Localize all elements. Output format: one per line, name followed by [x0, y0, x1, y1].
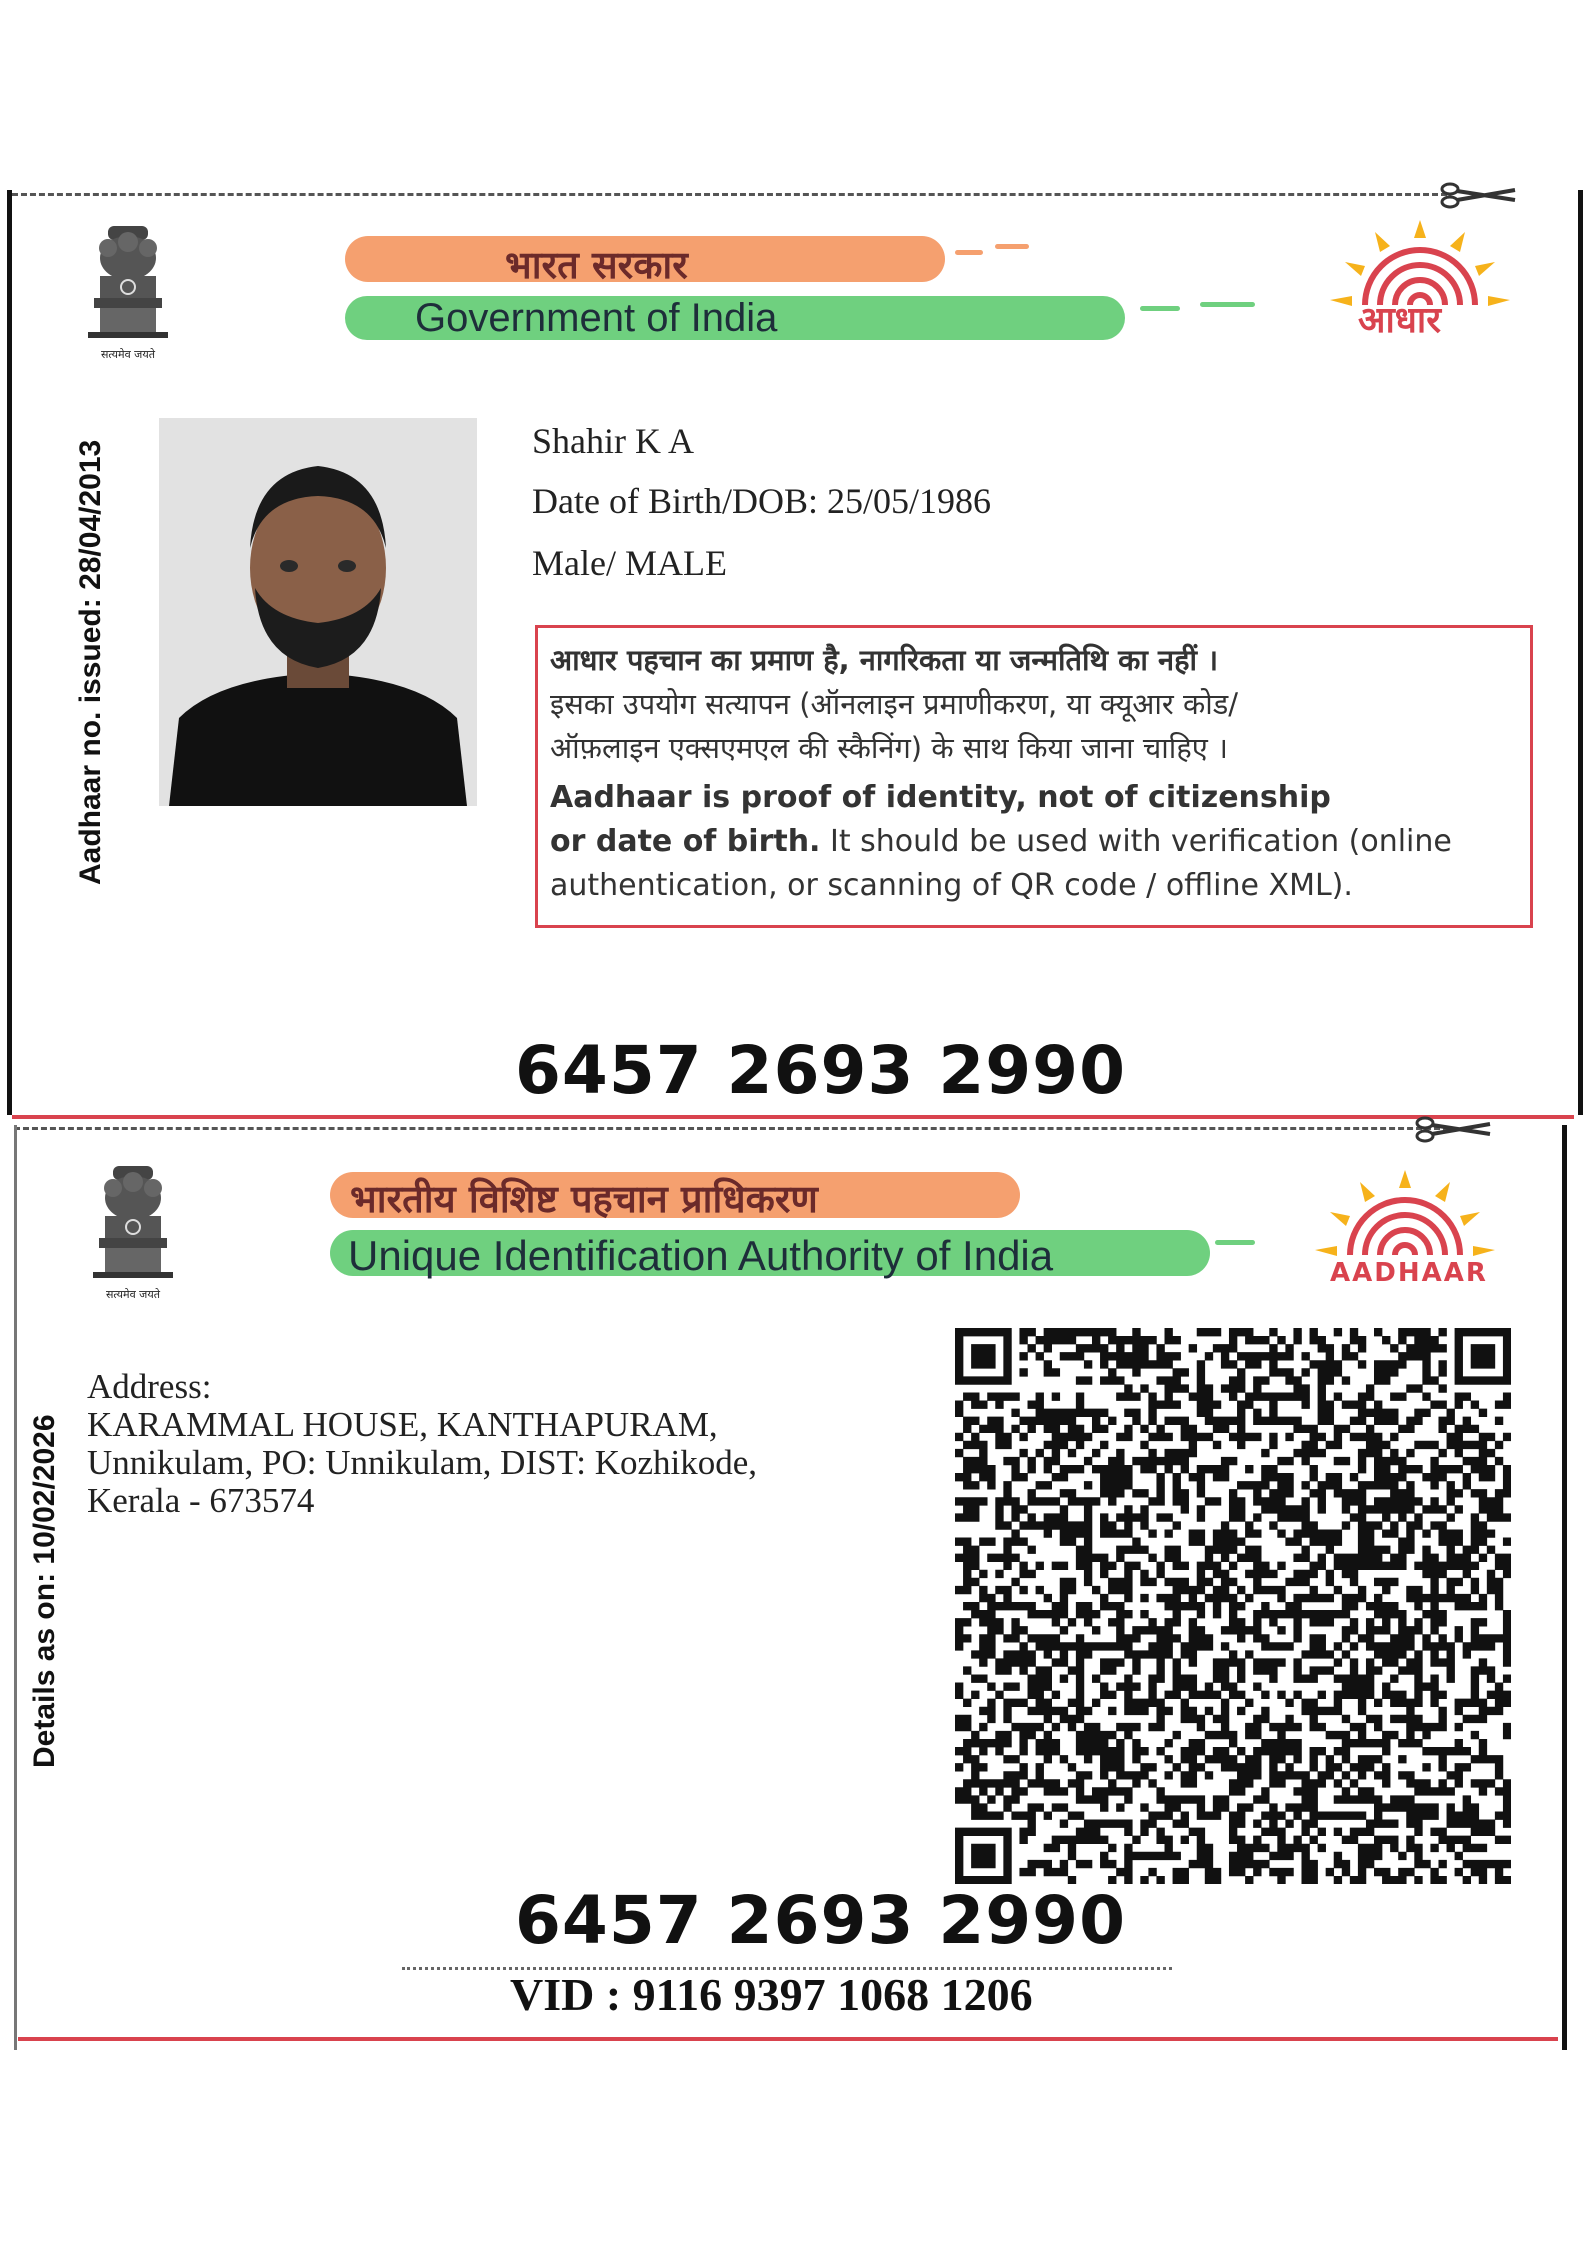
header-english-title: Government of India [415, 296, 778, 340]
header-english-title: Unique Identification Authority of India [348, 1232, 1054, 1279]
scissors-icon [1440, 180, 1520, 210]
holder-dob: Date of Birth/DOB: 25/05/1986 [532, 481, 991, 521]
holder-name: Shahir K A [532, 421, 694, 461]
cut-line-middle [14, 1127, 1449, 1130]
notice-english-bold1: Aadhaar is proof of identity, not of citizenship [550, 780, 1331, 815]
address-line-3: Kerala - 673574 [87, 1481, 315, 1520]
notice-hindi-line3: ऑफ़लाइन एक्सएमएल की स्कैनिंग) के साथ किया जाना चाहिए । [550, 731, 1228, 765]
header-hindi-title: भारत सरकार [505, 243, 688, 287]
qr-code[interactable] [955, 1328, 1511, 1884]
cut-line-top [12, 193, 1447, 196]
aadhaar-logo-text: AADHAAR [1330, 1258, 1488, 1288]
aadhaar-logo-icon [1330, 220, 1510, 340]
holder-gender: Male/ MALE [532, 543, 727, 583]
aadhaar-number-back: 6457 2693 2990 [515, 1882, 1127, 1959]
aadhaar-logo-icon [1305, 1170, 1505, 1290]
vid-number: VID : 9116 9397 1068 1206 [510, 1969, 1033, 2020]
notice-english-bold2: or date of birth. [550, 824, 821, 859]
notice-english-line3: authentication, or scanning of QR code / offline XML). [550, 868, 1353, 903]
aadhaar-issued-date: Aadhaar no. issued: 28/04/2013 [74, 439, 107, 885]
details-as-on-date: Details as on: 10/02/2026 [28, 1414, 61, 1768]
header-hindi-title: भारतीय विशिष्ट पहचान प्राधिकरण [350, 1177, 818, 1221]
holder-photo [159, 418, 477, 806]
identity-notice [535, 625, 1533, 928]
national-emblem-icon [78, 218, 178, 361]
address-line-2: Unnikulam, PO: Unnikulam, DIST: Kozhikode, [87, 1443, 758, 1482]
address-line-1: KARAMMAL HOUSE, KANTHAPURAM, [87, 1405, 718, 1444]
address-label: Address: [87, 1367, 212, 1406]
emblem-motto: सत्यमेव जयते [100, 348, 155, 361]
aadhaar-number-front: 6457 2693 2990 [515, 1032, 1127, 1109]
notice-hindi-bold: आधार पहचान का प्रमाण है, नागरिकता या जन्मतिथि का नहीं । [550, 643, 1219, 677]
aadhaar-logo-text: आधार [1358, 300, 1441, 341]
national-emblem-icon [83, 1158, 183, 1301]
notice-hindi-line2: इसका उपयोग सत्यापन (ऑनलाइन प्रमाणीकरण, या क्यूआर कोड/ [550, 687, 1239, 721]
scissors-icon [1415, 1114, 1495, 1144]
notice-english-rest1: It should be used with verification (online [820, 824, 1452, 859]
address-block [87, 1368, 757, 1520]
emblem-motto: सत्यमेव जयते [105, 1288, 160, 1301]
notice-english-line2 [550, 820, 1516, 864]
